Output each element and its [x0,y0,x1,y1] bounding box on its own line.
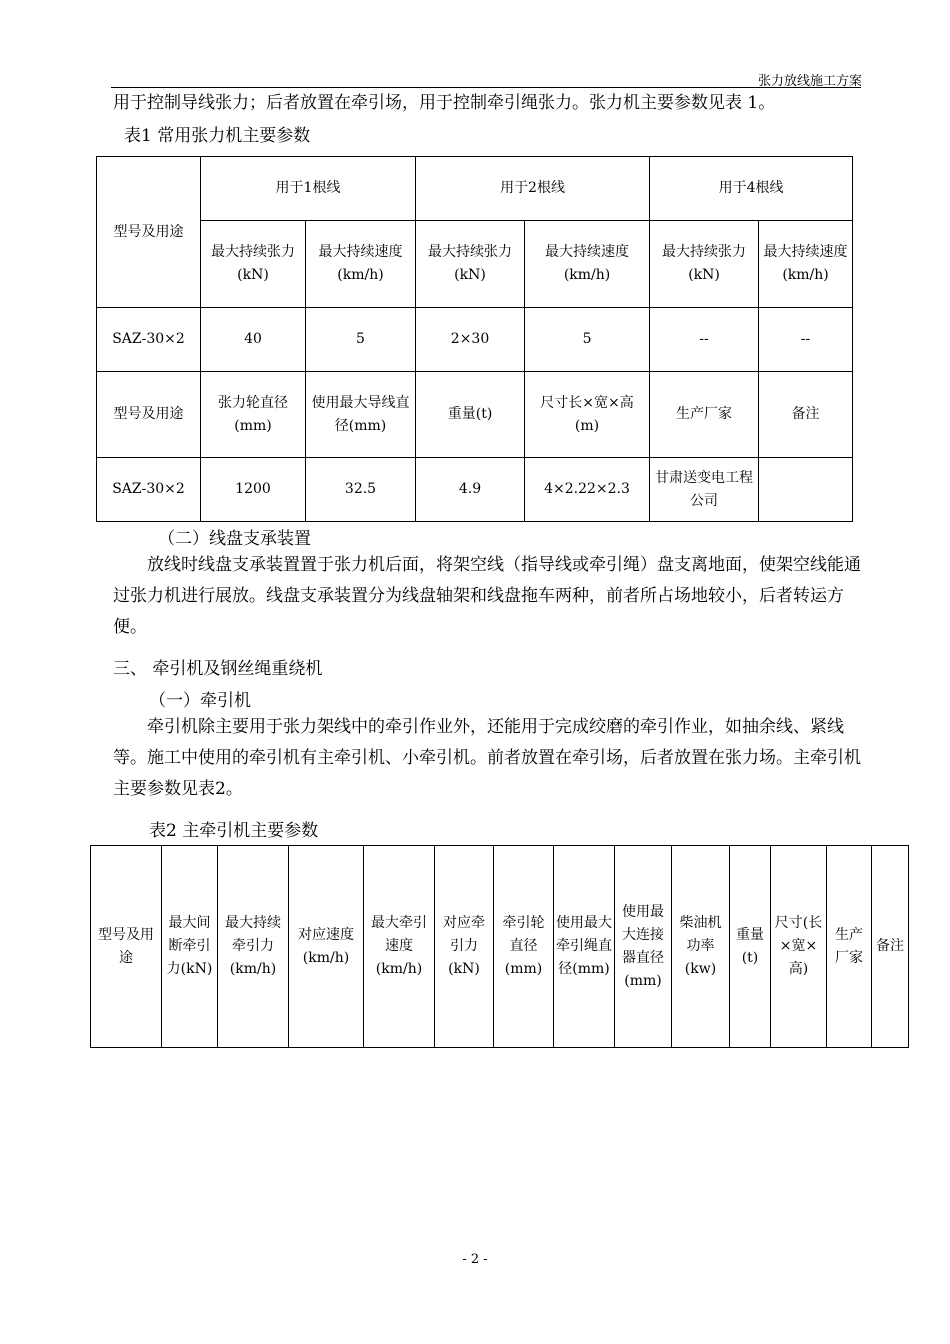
t1-sub-header: 最大持续速度(km/h) [525,221,650,308]
t1-cell: 40 [201,308,306,372]
t2-header-cell: 对应速度(km/h) [289,846,364,1048]
section-3-title: 三、 牵引机及钢丝绳重绕机 [113,659,323,679]
t1-cell: 使用最大导线直径(mm) [306,372,416,458]
t1-model-header: 型号及用途 [97,157,201,308]
t1-cell: 4.9 [416,458,525,522]
t2-header-cell: 重量(t) [730,846,771,1048]
t1-group-1-wire: 用于1根线 [201,157,416,221]
page-number: - 2 - [462,1252,488,1267]
t1-cell: SAZ-30×2 [97,458,201,522]
t1-cell: 甘肃送变电工程公司 [650,458,759,522]
intro-line: 用于控制导线张力；后者放置在牵引场，用于控制牵引绳张力。张力机主要参数见表 1。 [113,93,776,113]
t1-cell [759,458,853,522]
t1-cell: SAZ-30×2 [97,308,201,372]
section-3-body: 牵引机除主要用于张力架线中的牵引作业外，还能用于完成绞磨的牵引作业，如抽余线、紧线等。施工中使用的牵引机有主牵引机、小牵引机。前者放置在牵引场，后者放置在张力场。主牵引机主要参数见表2。 [113,717,861,799]
t2-header-cell: 柴油机功率(kw) [672,846,730,1048]
section-3-subtitle: （一）牵引机 [149,691,251,711]
t1-group-4-wire: 用于4根线 [650,157,853,221]
t1-sub-header: 最大持续速度(km/h) [759,221,853,308]
t2-header-cell: 备注 [872,846,909,1048]
t2-header-cell: 牵引轮直径(mm) [494,846,554,1048]
t1-cell: 4×2.22×2.3 [525,458,650,522]
section-support-title: （二）线盘支承装置 [158,529,311,549]
t1-cell: 2×30 [416,308,525,372]
table2 [90,845,909,1048]
t1-cell: 生产厂家 [650,372,759,458]
t1-sub-header: 最大持续张力(kN) [650,221,759,308]
t1-cell: 32.5 [306,458,416,522]
t2-header-cell: 使用最大连接器直径(mm) [615,846,672,1048]
section-support-body: 放线时线盘支承装置置于张力机后面，将架空线（指导线或牵引绳）盘支离地面，使架空线能通过张力机进行展放。线盘支承装置分为线盘轴架和线盘拖车两种，前者所占场地较小，后者转运方便。 [113,555,861,637]
t2-header-cell: 最大间断牵引力(kN) [162,846,218,1048]
t1-cell: 5 [525,308,650,372]
t1-cell: 5 [306,308,416,372]
t1-sub-header: 最大持续张力(kN) [201,221,306,308]
page-header-title: 张力放线施工方案 [757,74,862,89]
t2-header-cell: 尺寸(长×宽×高) [771,846,827,1048]
table2-caption: 表2 主牵引机主要参数 [149,821,319,841]
t2-header-cell: 最大牵引速度(km/h) [364,846,435,1048]
t2-header-cell: 对应牵引力(kN) [435,846,494,1048]
t1-sub-header: 最大持续张力(kN) [416,221,525,308]
t1-cell: -- [650,308,759,372]
t1-cell: 张力轮直径(mm) [201,372,306,458]
t1-cell: 尺寸长×宽×高(m) [525,372,650,458]
t2-header-cell: 最大持续牵引力(km/h) [218,846,289,1048]
t1-cell: -- [759,308,853,372]
t1-cell: 备注 [759,372,853,458]
table1-caption: 表1 常用张力机主要参数 [124,126,311,146]
t1-cell: 1200 [201,458,306,522]
t2-header-cell: 使用最大牵引绳直径(mm) [554,846,615,1048]
t1-sub-header: 最大持续速度(km/h) [306,221,416,308]
t1-cell: 型号及用途 [97,372,201,458]
t2-header-cell: 型号及用途 [91,846,162,1048]
t1-cell: 重量(t) [416,372,525,458]
table1 [96,156,853,522]
t1-group-2-wire: 用于2根线 [416,157,650,221]
t2-header-cell: 生产厂家 [827,846,872,1048]
